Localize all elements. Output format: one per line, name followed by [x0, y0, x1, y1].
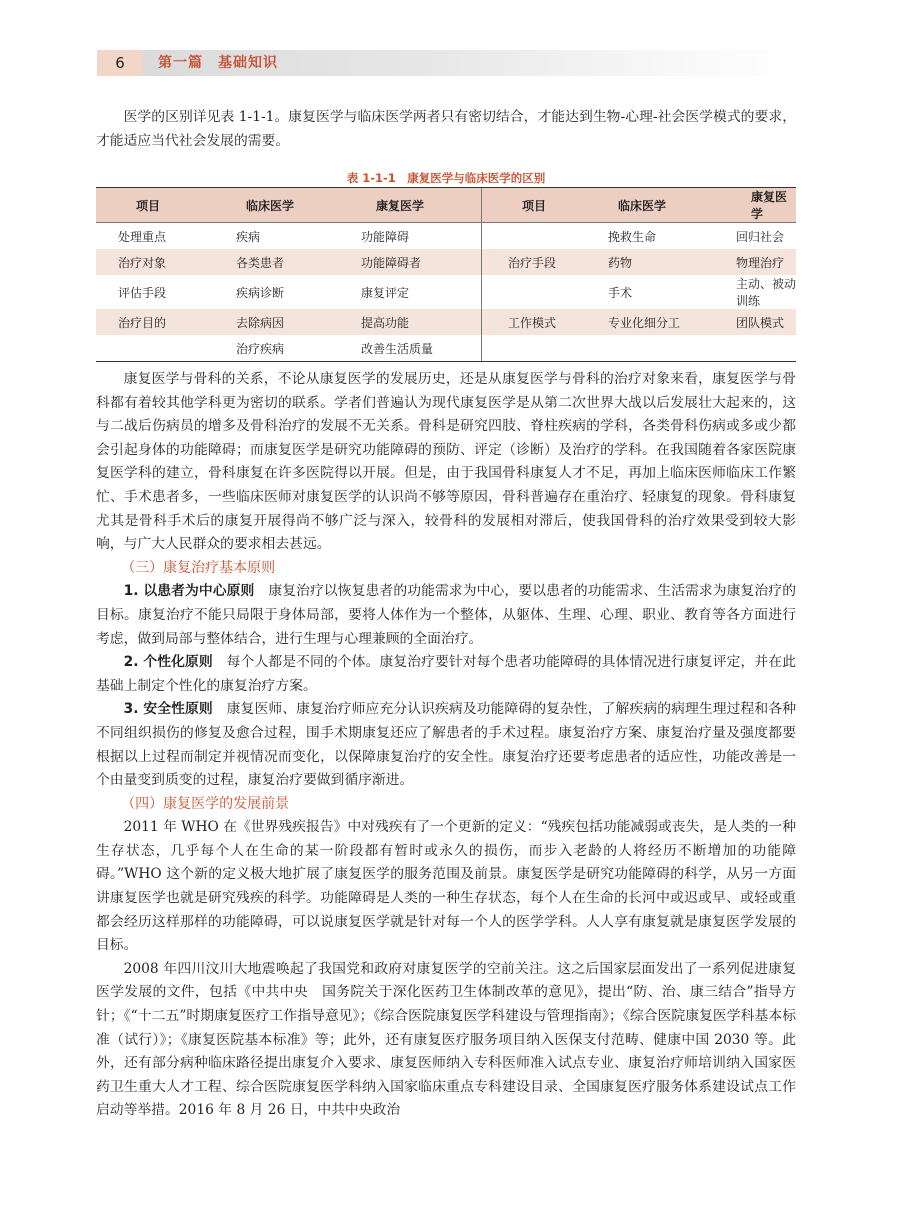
table-cell: 手术 [608, 285, 633, 300]
table-cell: 专业化细分工 [588, 309, 716, 335]
principle-item [96, 698, 796, 792]
table-cell [96, 335, 216, 362]
intro-paragraph: 医学的区别详见表 1-1-1。康复医学与临床医学两者只有密切结合，才能达到生物-心理-社会医学模式的要求，才能适应当代社会发展的需要。 [96, 109, 796, 149]
principle-item [96, 651, 796, 698]
table-cell: 疾病诊断 [236, 285, 285, 300]
principle-text: 每个人都是不同的个体。康复治疗要针对每个患者功能障碍的具体情况进行康复评定，并在此基础上制定个性化的康复治疗方案。 [96, 654, 796, 694]
table-cell: 改善生活质量 [341, 335, 482, 362]
table-cell [588, 335, 716, 362]
table-cell: 团队模式 [716, 309, 796, 335]
table-header-cell: 项目 [96, 188, 216, 223]
section-heading-prospects: （四）康复医学的发展前景 [121, 795, 290, 812]
table-cell [482, 223, 589, 250]
main-text [96, 368, 796, 1123]
table-cell: 评估手段 [118, 285, 167, 300]
table-cell: 治疗疾病 [216, 335, 341, 362]
principle-label: 3. 安全性原则 [123, 701, 213, 718]
table-row [96, 249, 796, 275]
table-cell [716, 335, 796, 362]
paragraph-who: 2011 年 WHO 在《世界残疾报告》中对残疾有了一个更新的定义：“残疾包括功能减弱或丧失，是人类的一种生存状态，几乎每个人在生命的某一阶段都有暂时或永久的损伤，而步入老龄的人将经历不断增加的功能障碍。”WHO 这个新的定义极大地扩展了康复医学的服务范围及前景。康复医学是研究功能障碍的科学，从另一方面讲康复医学也就是研究残疾的科学。功能障碍是人类的一种生存状态，每个人在生命的长河中或迟或早、或轻或重都会经历这样那样的功能障碍，可以说康复医学就是针对每一个人的医学学科。人人享有康复就是康复医学发展的目标。 [96, 819, 796, 954]
table-cell: 去除病因 [216, 309, 341, 335]
table-row [96, 223, 796, 250]
table-header-cell: 康复医学 [716, 188, 796, 223]
table-row [96, 335, 796, 362]
table-cell: 治疗目的 [96, 309, 216, 335]
table-cell [482, 335, 589, 362]
table-cell: 药物 [588, 249, 716, 275]
table-cell: 治疗对象 [96, 249, 216, 275]
principle-text: 康复医师、康复治疗师应充分认识疾病及功能障碍的复杂性，了解疾病的病理生理过程和各种不同组织损伤的修复及愈合过程，围手术期康复还应了解患者的手术过程。康复治疗方案、康复治疗量及强度都要根据以上过程而制定并视情况而变化，以保障康复治疗的安全性。康复治疗还要考虑患者的适应性，功能改善是一个由量变到质变的过程，康复治疗要做到循序渐进。 [96, 701, 796, 789]
table-header-cell: 临床医学 [216, 188, 341, 223]
paragraph-orthopedics: 康复医学与骨科的关系，不论从康复医学的发展历史，还是从康复医学与骨科的治疗对象来看，康复医学与骨科都有着较其他学科更为密切的联系。学者们普遍认为现代康复医学是从第二次世界大战以后发展壮大起来的，这与二战后伤病员的增多及骨科治疗的发展不无关系。骨科是研究四肢、脊柱疾病的学科，各类骨科伤病或多或少都会引起身体的功能障碍；而康复医学是研究功能障碍的预防、评定（诊断）及治疗的学科。在我国随着各家医院康复医学科的建立，骨科康复在许多医院得以开展。但是，由于我国骨科康复人才不足，再加上临床医师临床工作繁忙、手术患者多，一些临床医师对康复医学的认识尚不够等原因，骨科普遍存在重治疗、轻康复的现象。骨科康复尤其是骨科手术后的康复开展得尚不够广泛与深入，较骨科的发展相对滞后，使我国骨科的治疗效果受到较大影响，与广大人民群众的要求相去甚远。 [96, 371, 796, 553]
table-cell: 康复评定 [361, 285, 410, 300]
principle-item [96, 580, 796, 651]
table-cell: 挽救生命 [608, 229, 657, 244]
intro-block [96, 106, 796, 153]
table-header-cell: 临床医学 [588, 188, 716, 223]
page-number: 6 [97, 50, 143, 76]
principle-text: 康复治疗以恢复患者的功能需求为中心，要以患者的功能需求、生活需求为康复治疗的目标。康复治疗不能只局限于身体局部，要将人体作为一个整体，从躯体、生理、心理、职业、教育等各方面进行考虑，做到局部与整体结合，进行生理与心理兼顾的全面治疗。 [96, 583, 796, 647]
table-row [96, 309, 796, 335]
table-header-cell: 康复医学 [341, 188, 482, 223]
paragraph-policy: 2008 年四川汶川大地震唤起了我国党和政府对康复医学的空前关注。这之后国家层面发出了一系列促进康复医学发展的文件，包括《中共中央 国务院关于深化医药卫生体制改革的意见》，提出“防、治、康三结合”指导方针；《“十二五”时期康复医疗工作指导意见》；《综合医院康复医学科建设与管理指南》；《综合医院康复医学科基本标准（试行）》；《康复医院基本标准》等；此外，还有康复医疗服务项目纳入医保支付范畴、健康中国 2030 等。此外，还有部分病种临床路径提出康复介入要求、康复医师纳入专科医师准入试点专业、康复治疗师培训纳入国家医药卫生重大人才工程、综合医院康复医学科纳入国家临床重点专科建设目录、全国康复医疗服务体系建设试点工作启动等举措。2016 年 8 月 26 日，中共中央政治 [96, 960, 796, 1119]
table-cell: 工作模式 [482, 309, 589, 335]
principle-label: 2. 个性化原则 [123, 654, 213, 671]
table-cell: 疾病 [236, 229, 261, 244]
table-cell [482, 275, 589, 309]
table-cell: 功能障碍 [361, 229, 410, 244]
table-cell: 主动、被动训练 [736, 277, 797, 308]
table-cell: 处理重点 [118, 229, 167, 244]
table-cell: 提高功能 [341, 309, 482, 335]
table-cell: 回归社会 [736, 229, 785, 244]
section-heading-principles: （三）康复治疗基本原则 [121, 559, 276, 576]
table-cell: 各类患者 [216, 249, 341, 275]
table-row [96, 275, 796, 309]
table-header-cell: 项目 [482, 188, 589, 223]
comparison-table [96, 187, 796, 362]
table-cell: 治疗手段 [482, 249, 589, 275]
running-title: 第一篇 基础知识 [158, 55, 278, 71]
table-cell: 功能障碍者 [341, 249, 482, 275]
table-caption: 表 1-1-1 康复医学与临床医学的区别 [346, 171, 546, 185]
principle-label: 1. 以患者为中心原则 [123, 583, 255, 600]
table-cell: 物理治疗 [716, 249, 796, 275]
table-header-row [96, 188, 796, 223]
